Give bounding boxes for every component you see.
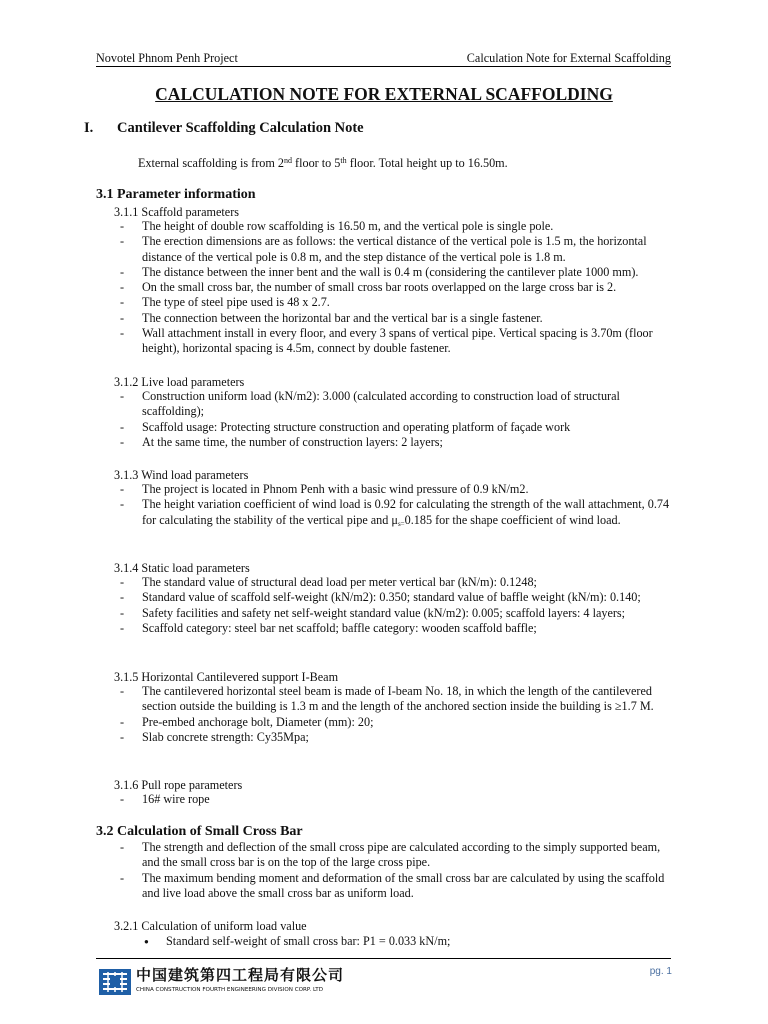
list-item: - On the small cross bar, the number of small cross bar roots overlapped on the large cross bar is 2.: [120, 280, 680, 295]
list-item: - The distance between the inner bent and the wall is 0.4 m (considering the cantilever plate 1000 mm).: [120, 265, 680, 280]
intro-text-3: floor. Total height up to 16.50m.: [346, 156, 508, 170]
heading-3-1-2: 3.1.2 Live load parameters: [114, 375, 245, 389]
list-item: - Scaffold usage: Protecting structure construction and operating platform of façade work: [120, 420, 680, 435]
intro-text-2: floor to 5: [292, 156, 341, 170]
heading-3-1-4: 3.1.4 Static load parameters: [114, 561, 250, 575]
list-item: - The connection between the horizontal bar and the vertical bar is a single fastener.: [120, 311, 680, 326]
list-item: [120, 497, 680, 528]
heading-3-1-5: 3.1.5 Horizontal Cantilevered support I-Beam: [114, 670, 339, 684]
live-load-list: [120, 389, 680, 450]
wind-load-list: [120, 482, 680, 528]
company-name-english: CHINA CONSTRUCTION FOURTH ENGINEERING DIVISION CORP. LTD: [136, 987, 324, 993]
list-item: - Scaffold category: steel bar net scaffold; baffle category: wooden scaffold baffle;: [120, 621, 680, 636]
list-item: - Construction uniform load (kN/m2): 3.000 (calculated according to construction load of structural scaffolding);: [120, 389, 680, 420]
pull-rope-list: [120, 792, 680, 807]
list-item: - The type of steel pipe used is 48 x 2.7.: [120, 295, 680, 310]
intro-sup-2: th: [340, 156, 347, 165]
heading-3-1-3: 3.1.3 Wind load parameters: [114, 468, 249, 482]
scaffold-parameters-list: [120, 219, 680, 357]
static-load-list: [120, 575, 680, 636]
list-item: - Safety facilities and safety net self-weight standard value (kN/m2): 0.005; scaffold layers: 4 layers;: [120, 606, 680, 621]
list-item: - At the same time, the number of construction layers: 2 layers;: [120, 435, 680, 450]
list-item: - 16# wire rope: [120, 792, 680, 807]
uniform-load-list: [144, 934, 684, 949]
i-beam-list: [120, 684, 680, 745]
company-name-chinese: 中国建筑第四工程局有限公司: [136, 966, 345, 984]
header-project-name: Novotel Phnom Penh Project: [96, 51, 238, 65]
list-item: - The strength and deflection of the small cross pipe are calculated according to the simply supported beam, and the small cross bar is on the top of the large cross pipe.: [120, 840, 680, 871]
footer-rule: [96, 958, 671, 959]
header-rule: [96, 66, 671, 67]
mu-subscript: s=: [397, 519, 405, 528]
heading-3-1-6: 3.1.6 Pull rope parameters: [114, 778, 243, 792]
small-cross-bar-list: [120, 840, 680, 901]
list-item: - The erection dimensions are as follows: the vertical distance of the vertical pole is 1.5 m, the horizontal distance of the vertical pole is 0.8 m, and the step distance of the vertical pole is 1.8 m.: [120, 234, 680, 265]
list-item: - Pre-embed anchorage bolt, Diameter (mm): 20;: [120, 715, 680, 730]
list-item: - Slab concrete strength: Cy35Mpa;: [120, 730, 680, 745]
list-item: - The project is located in Phnom Penh with a basic wind pressure of 0.9 kN/m2.: [120, 482, 680, 497]
list-item: - Standard value of scaffold self-weight (kN/m2): 0.350; standard value of baffle weight (kN/m): 0.140;: [120, 590, 680, 605]
section-number: I.: [84, 120, 94, 136]
heading-3-1: 3.1 Parameter information: [96, 187, 256, 202]
intro-text-1: External scaffolding is from 2: [138, 156, 284, 170]
list-item: - The height of double row scaffolding is 16.50 m, and the vertical pole is single pole.: [120, 219, 680, 234]
section-title: Cantilever Scaffolding Calculation Note: [117, 120, 364, 136]
list-item: - The standard value of structural dead load per meter vertical bar (kN/m): 0.1248;: [120, 575, 680, 590]
heading-3-1-1: 3.1.1 Scaffold parameters: [114, 205, 239, 219]
list-item: - The maximum bending moment and deformation of the small cross bar are calculated by using the scaffold and live load above the small cross bar as uniform load.: [120, 871, 680, 902]
header-document-name: Calculation Note for External Scaffolding: [466, 51, 671, 65]
wind-text-a: The height variation coefficient of wind load is 0.92 for calculating the strength of the wall attachment, 0.74 for calculating the stability of the vertical pipe and μ: [142, 497, 670, 527]
list-item: - The cantilevered horizontal steel beam is made of I-beam No. 18, in which the length of the cantilevered section outside the building is 1.3 m and the length of the anchored section inside the building is ≥1.7 M.: [120, 684, 680, 715]
intro-sup-1: nd: [284, 156, 292, 165]
company-logo-icon: [98, 968, 132, 996]
page-header: [96, 50, 671, 66]
list-item: - Wall attachment install in every floor, and every 3 spans of vertical pipe. Vertical spacing is 3.70m (floor height), horizontal spacing is 4.5m, connect by double fastener.: [120, 326, 680, 357]
heading-3-2: 3.2 Calculation of Small Cross Bar: [96, 824, 303, 839]
list-item: ● Standard self-weight of small cross bar: P1 = 0.033 kN/m;: [144, 934, 684, 949]
page-number: pg. 1: [649, 966, 672, 977]
heading-3-2-1: 3.2.1 Calculation of uniform load value: [114, 919, 307, 933]
intro-paragraph: [138, 155, 508, 171]
wind-text-b: 0.185 for the shape coefficient of wind load.: [404, 512, 621, 527]
document-title: CALCULATION NOTE FOR EXTERNAL SCAFFOLDING: [155, 84, 613, 104]
